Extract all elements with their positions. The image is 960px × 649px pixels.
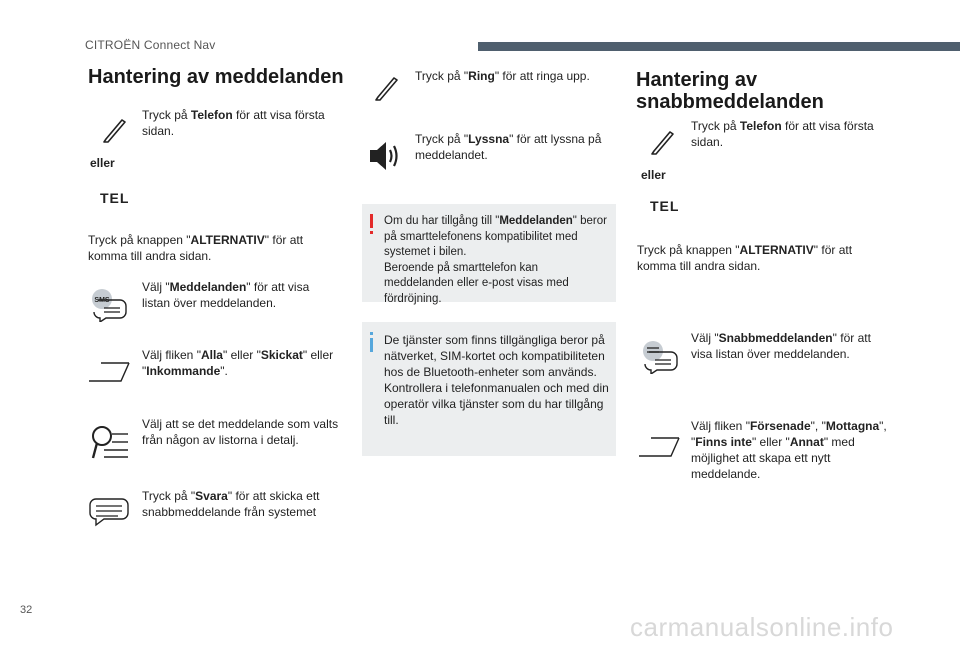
left-step5-text: Tryck på "Svara" för att skicka ett snabbmeddelande från systemet [142, 489, 320, 519]
quick-message-icon [639, 340, 681, 374]
warning-exclamation-dot [370, 231, 373, 234]
tab-selector-icon [87, 361, 131, 383]
right-tel-label: TEL [650, 198, 680, 214]
info-i-icon [370, 338, 373, 352]
reply-message-icon [88, 497, 130, 527]
left-step2-text: Välj "Meddelanden" för att visa listan över meddelanden. [142, 280, 310, 310]
warning-exclamation-icon [370, 214, 373, 228]
left-heading: Hantering av meddelanden [88, 66, 344, 88]
info-text: De tjänster som finns tillgängliga beror på nätverket, SIM-kortet och kompatibiliteten hos de Bluetooth-enheter som används. Kontrollera i telefonmanualen och med din operatör vilka tjänster som du har tillgång till. [384, 333, 609, 427]
sms-icon-label: SMS [94, 297, 110, 304]
right-step2-text: Välj "Snabbmeddelanden" för att visa listan över meddelanden. [691, 331, 871, 361]
right-step1-text: Tryck på Telefon för att visa första sidan. [691, 119, 874, 149]
header-bar [478, 42, 960, 51]
right-heading: Hantering av snabbmeddelanden [636, 69, 824, 113]
info-i-dot [370, 332, 373, 335]
left-tel-label: TEL [100, 190, 130, 206]
watermark: carmanualsonline.info [630, 612, 894, 642]
call-icon [372, 74, 402, 104]
info-note [362, 322, 616, 456]
right-alternativ-paragraph: Tryck på knappen "ALTERNATIV" för att komma till andra sidan. [637, 243, 853, 273]
sms-message-icon [88, 288, 130, 322]
right-step3-text: Välj fliken "Försenade", "Mottagna", "Finns inte" eller "Annat" med möjlighet att skapa ett nytt meddelande. [691, 419, 887, 481]
manual-header-title: CITROËN Connect Nav [85, 38, 216, 52]
left-alternativ-paragraph: Tryck på knappen "ALTERNATIV" för att komma till andra sidan. [88, 233, 304, 263]
left-step4-text: Välj att se det meddelande som valts från någon av listorna i detalj. [142, 417, 339, 447]
left-step1-text: Tryck på Telefon för att visa första sidan. [142, 108, 325, 138]
page-number: 32 [20, 604, 33, 616]
left-step3-text: Välj fliken "Alla" eller "Skickat" eller "Inkommande". [142, 348, 334, 378]
middle-step2-text: Tryck på "Lyssna" för att lyssna på meddelandet. [415, 132, 602, 162]
right-or-label: eller [641, 168, 666, 182]
detail-view-icon [90, 424, 130, 462]
middle-step1-text: Tryck på "Ring" för att ringa upp. [415, 69, 590, 83]
tab-selector-icon [637, 436, 681, 458]
speaker-icon [368, 139, 404, 173]
warning-note [362, 204, 616, 305]
warning-text: Om du har tillgång till "Meddelanden" beror på smarttelefonens kompatibilitet med systemet i bilen. Beroende på smarttelefon kan meddelanden eller e-post visas med fördröjning. [384, 215, 607, 305]
phone-handset-icon [100, 116, 130, 146]
left-or-label: eller [90, 156, 115, 170]
phone-handset-icon [648, 128, 678, 158]
